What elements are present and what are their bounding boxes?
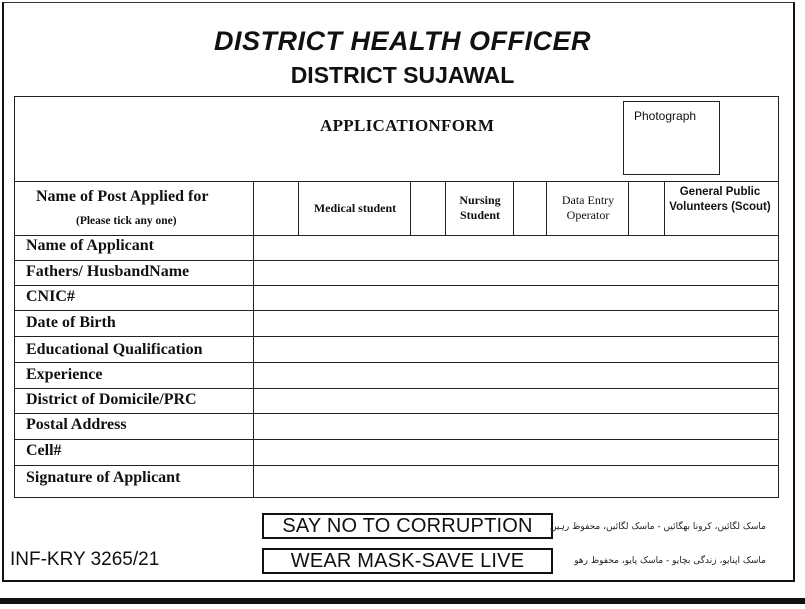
field-row-line — [15, 439, 778, 440]
post-divider — [298, 181, 299, 235]
post-divider — [664, 181, 665, 235]
post-divider — [628, 181, 629, 235]
field-row-line — [15, 362, 778, 363]
field-row-line — [15, 285, 778, 286]
field-educational-qualification: Educational Qualification — [26, 341, 203, 358]
label-column-divider — [253, 181, 254, 497]
form-heading: APPLICATIONFORM — [320, 116, 495, 135]
bottom-rule — [0, 598, 805, 604]
post-option-general-public-volunteers: General Public Volunteers (Scout) — [669, 186, 771, 213]
field-row-line — [15, 413, 778, 414]
post-divider — [513, 181, 514, 235]
post-applied-label: Name of Post Applied for — [36, 188, 209, 205]
post-applied-sublabel: (Please tick any one) — [76, 215, 177, 227]
field-row-line — [15, 465, 778, 466]
field-fathers-husband-name: Fathers/ HusbandName — [26, 263, 190, 280]
post-divider — [410, 181, 411, 235]
page-title: DISTRICT HEALTH OFFICER — [214, 26, 591, 56]
field-row-line — [15, 260, 778, 261]
post-row-bottom-line — [15, 235, 778, 236]
post-divider — [546, 181, 547, 235]
reference-number: INF-KRY 3265/21 — [10, 549, 160, 570]
urdu-slogan-line-2: ماسک اپنایو، زندگی بچایو - ماسک پایو، محفوظ رھو — [574, 556, 766, 566]
post-divider — [445, 181, 446, 235]
field-postal-address: Postal Address — [26, 416, 127, 433]
field-district-of-domicile: District of Domicile/PRC — [26, 391, 197, 408]
field-row-line — [15, 388, 778, 389]
field-name-of-applicant: Name of Applicant — [26, 237, 154, 254]
field-experience: Experience — [26, 366, 103, 383]
field-row-line — [15, 336, 778, 337]
post-option-medical-student: Medical student — [313, 201, 397, 215]
post-option-nursing-student: Nursing Student — [459, 193, 501, 222]
field-signature-of-applicant: Signature of Applicant — [26, 469, 181, 486]
slogan-no-corruption: SAY NO TO CORRUPTION — [262, 513, 553, 539]
slogan-wear-mask: WEAR MASK-SAVE LIVE — [262, 548, 553, 574]
field-cnic: CNIC# — [26, 288, 75, 305]
post-option-data-entry-operator: Data Entry Operator — [561, 193, 615, 222]
field-date-of-birth: Date of Birth — [26, 314, 116, 331]
field-cell: Cell# — [26, 442, 62, 459]
urdu-slogan-line-1: ماسک لگائیں، کرونا بھگائیں - ماسک لگائیں، محفوظ رہیں — [550, 522, 766, 532]
page-subtitle: DISTRICT SUJAWAL — [290, 62, 515, 88]
photograph-label: Photograph — [634, 109, 697, 123]
field-row-line — [15, 310, 778, 311]
